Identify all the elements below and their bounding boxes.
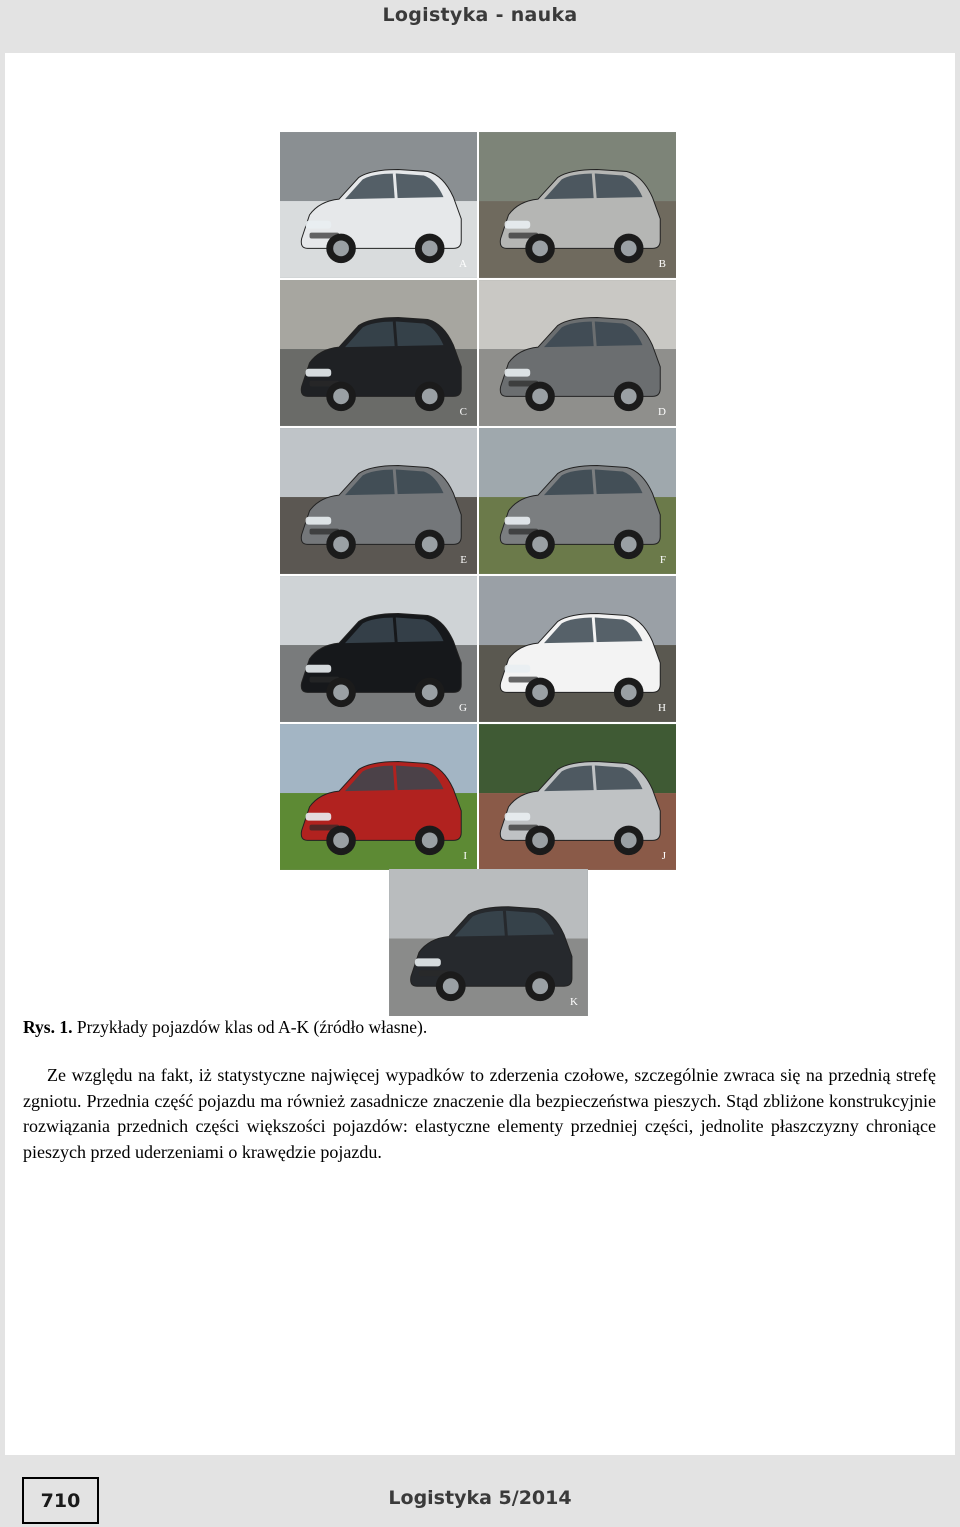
car-illustration (280, 428, 477, 574)
photo-letter-label: E (460, 554, 467, 566)
car-illustration (389, 869, 588, 1016)
photo-letter-label: G (459, 702, 467, 714)
photo-letter-label: K (570, 996, 578, 1008)
car-illustration (280, 576, 477, 722)
vehicle-photo-b (479, 132, 676, 278)
car-illustration (280, 280, 477, 426)
vehicle-photo-grid (280, 132, 677, 868)
photo-letter-label: I (463, 850, 467, 862)
vehicle-photo-g (280, 576, 477, 722)
photo-letter-label: F (659, 554, 666, 566)
figure-caption-text: Przykłady pojazdów klas od A-K (źródło własne). (72, 1017, 428, 1037)
car-illustration (280, 132, 477, 278)
body-paragraph: Ze względu na fakt, iż statystyczne najwięcej wypadków to zderzenia czołowe, szczególnie zwraca się na przednią strefę zgniotu. Przednia część pojazdu ma również zasadnicze znaczenie dla bezpieczeństwa pieszych. Stąd zbliżone konstrukcyjnie rozwiązania przednich części większości pojazdów: elastyczne elementy przedniej części, jednolite płaszczyzny chroniące pieszych przed uderzeniami o krawędzie pojazdu. (23, 1065, 936, 1162)
vehicle-photo-a (280, 132, 477, 278)
journal-header: Logistyka - nauka (382, 4, 578, 26)
photo-letter-label: H (658, 702, 666, 714)
vehicle-photo-j (479, 724, 676, 870)
photo-letter-label: J (661, 850, 666, 862)
vehicle-photo-e (280, 428, 477, 574)
car-illustration (280, 724, 477, 870)
car-illustration (479, 576, 676, 722)
vehicle-photo-f (479, 428, 676, 574)
journal-footer: Logistyka 5/2014 (388, 1487, 572, 1509)
photo-letter-label: A (459, 258, 467, 270)
photo-letter-label: C (459, 406, 467, 418)
figure-caption-label: Rys. 1. (23, 1017, 73, 1037)
figure-caption (23, 1017, 427, 1038)
photo-letter-label: D (658, 406, 666, 418)
vehicle-photo-d (479, 280, 676, 426)
car-illustration (479, 132, 676, 278)
car-illustration (479, 724, 676, 870)
car-illustration (479, 280, 676, 426)
car-illustration (479, 428, 676, 574)
vehicle-photo-c (280, 280, 477, 426)
vehicle-photo-k (389, 869, 588, 1016)
vehicle-photo-h (479, 576, 676, 722)
page-number: 710 (22, 1477, 99, 1524)
photo-letter-label: B (658, 258, 666, 270)
vehicle-photo-i (280, 724, 477, 870)
